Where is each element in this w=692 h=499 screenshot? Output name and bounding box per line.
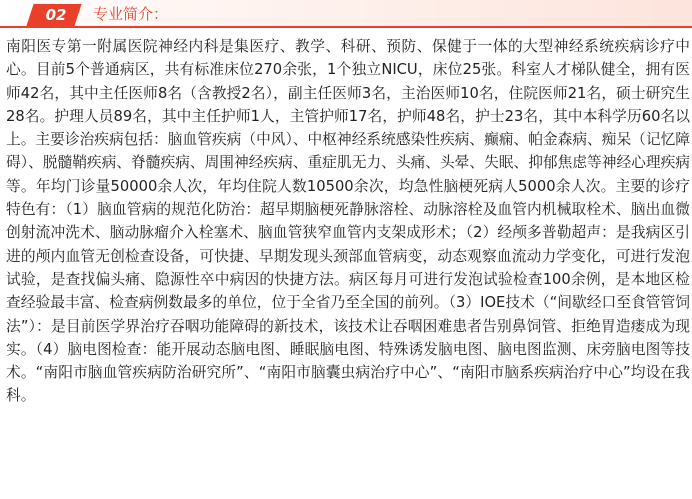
section-number: 02 (45, 6, 67, 24)
section-title: 专业简介： (93, 5, 169, 23)
header-underline (0, 26, 692, 28)
intro-paragraph: 南阳医专第一附属医院神经内科是集医疗、教学、科研、预防、保健于一体的大型神经系统疾病诊疗中心。目前5个普通病区，共有标准床位270余张，1个独立NICU，床位25张。科室人才梯队健全，拥有医师42名，其中主任医师8名（含教授2名），副主任医师3名，主治医师10名，住院医师21名，硕士研究生28名。护理人员89名，其中主任护师1人，主管护师17名，护师48名，护士23名，其中本科学历60名以上。主要诊治疾病包括：脑血管疾病（中风）、中枢神经系统感染性疾病、癫痫、帕金森病、痴呆（记忆障碍）、脱髓鞘疾病、脊髓疾病、周围神经疾病、重症肌无力、头痛、头晕、失眠、抑郁焦虑等神经心理疾病等。年均门诊量50000余人次，年均住院人数10500余次，均急性脑梗死病人5000余人次。主要的诊疗特色有：（1）脑血管病的规范化防治：超早期脑梗死静脉溶栓、动脉溶栓及血管内机械取栓术、脑出血微创射流冲洗术、脑动脉瘤介入栓塞术、脑血管狭窄血管内支架成形术；（2）经颅多普勒超声：是我病区引进的颅内血管无创检查设备，可快捷、早期发现头颈部血管病变，动态观察血流动力学变化，可进行发泡试验，是查找偏头痛、隐源性卒中病因的快捷方法。病区每月可进行发泡试验检查100余例，是本地区检查经验最丰富、检查病例数最多的单位，位于全省乃至全国的前列。（3）IOE技术（“间歇经口至食管管饲法”）：是目前医学界治疗吞咽功能障碍的新技术，该技术让吞咽困难患者告别鼻饲管、拒绝胃造瘘成为现实。（4）脑电图检查：能开展动态脑电图、睡眠脑电图、特殊诱发脑电图、脑电图监测、床旁脑电图等技术。“南阳市脑血管疾病防治研究所”、“南阳市脑囊虫病治疗中心”、“南阳市脑系疾病治疗中心”均设在我科。 (6, 38, 690, 405)
